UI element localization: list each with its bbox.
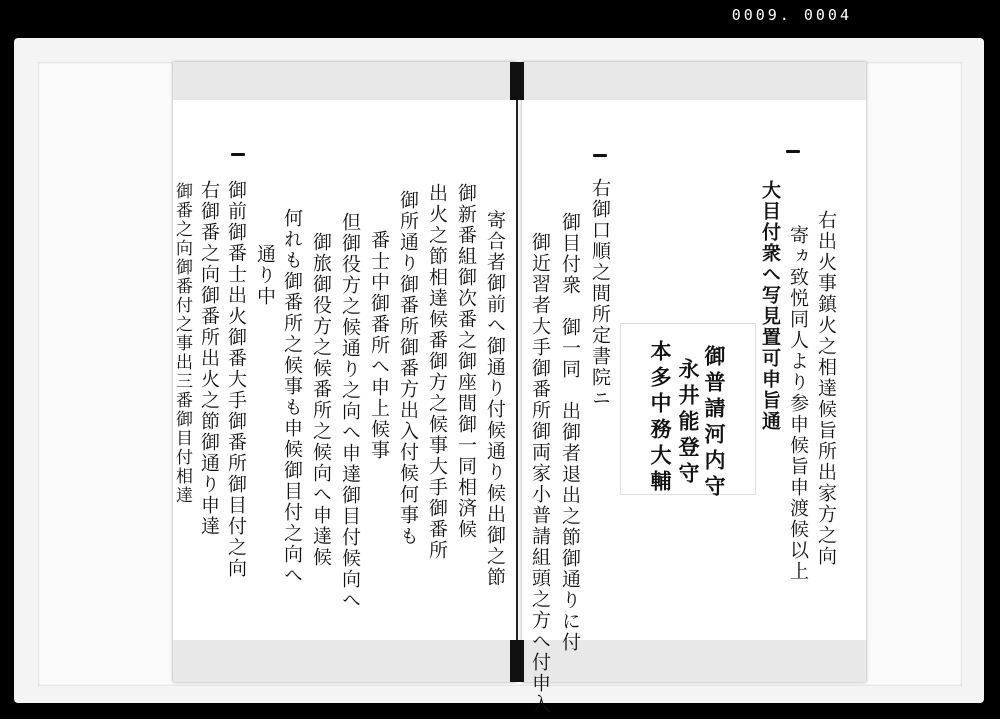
text-column: 寄ヵ致悦同人より参申候旨申渡候以上 (787, 225, 809, 582)
left-page-top-band (173, 62, 516, 100)
text-column: 右御口順之間所定書院ニ (589, 178, 611, 409)
left-page-bottom-band (173, 640, 516, 682)
right-page-top-band (522, 62, 866, 100)
text-column: 御近習者大手御番所御両家小普請組頭之方へ付申入 (529, 232, 551, 715)
text-column: 何れも御番所之候事も申候御目付之向へ (281, 208, 303, 586)
text-column: 御新番組御次番之御座間御一同相済候 (455, 183, 477, 540)
text-column: 大目付衆へ写見置可申旨通 (759, 180, 781, 432)
text-column: 御番之向御番付之事出三番御目付相達 (172, 182, 192, 505)
text-column: 右御番之向御番所出火之節御通り申達 (198, 180, 220, 537)
spine-top (510, 62, 524, 100)
text-column: 右出火事鎮火之相達候旨所出家方之向 (815, 210, 837, 567)
text-column: 御旅御役方之候番所之候向へ申達候 (310, 232, 332, 568)
text-column: 但御役方之候通り之向へ申達御目付候向へ (339, 212, 361, 611)
spine-bottom (510, 640, 524, 682)
signatory-name: 御普請河内守 (702, 345, 727, 501)
signatory-name: 永井能登守 (676, 358, 701, 488)
frame-number: 0009. 0004 (731, 6, 852, 24)
spine-gutter (516, 100, 518, 640)
text-column: 出火之節相達候番御方之候事大手御番所 (426, 183, 448, 561)
item-marker (231, 153, 245, 156)
signatory-name: 本多中務大輔 (648, 340, 673, 496)
text-column: 寄合者御前へ御通り付候通り候出御之節 (484, 210, 506, 588)
text-column: 御前御番士出火御番大手御番所御目付之向 (225, 180, 247, 579)
item-marker (786, 150, 800, 153)
text-column: 御目付衆 御一同 出御者退出之節御通りに付 (559, 212, 581, 653)
text-column: 通り中 (254, 244, 276, 307)
item-marker (593, 154, 607, 157)
text-column: 御所通り御番所御番方出入付候何事も (397, 190, 419, 547)
text-column: 番士中御番所へ申上候事 (368, 230, 390, 461)
